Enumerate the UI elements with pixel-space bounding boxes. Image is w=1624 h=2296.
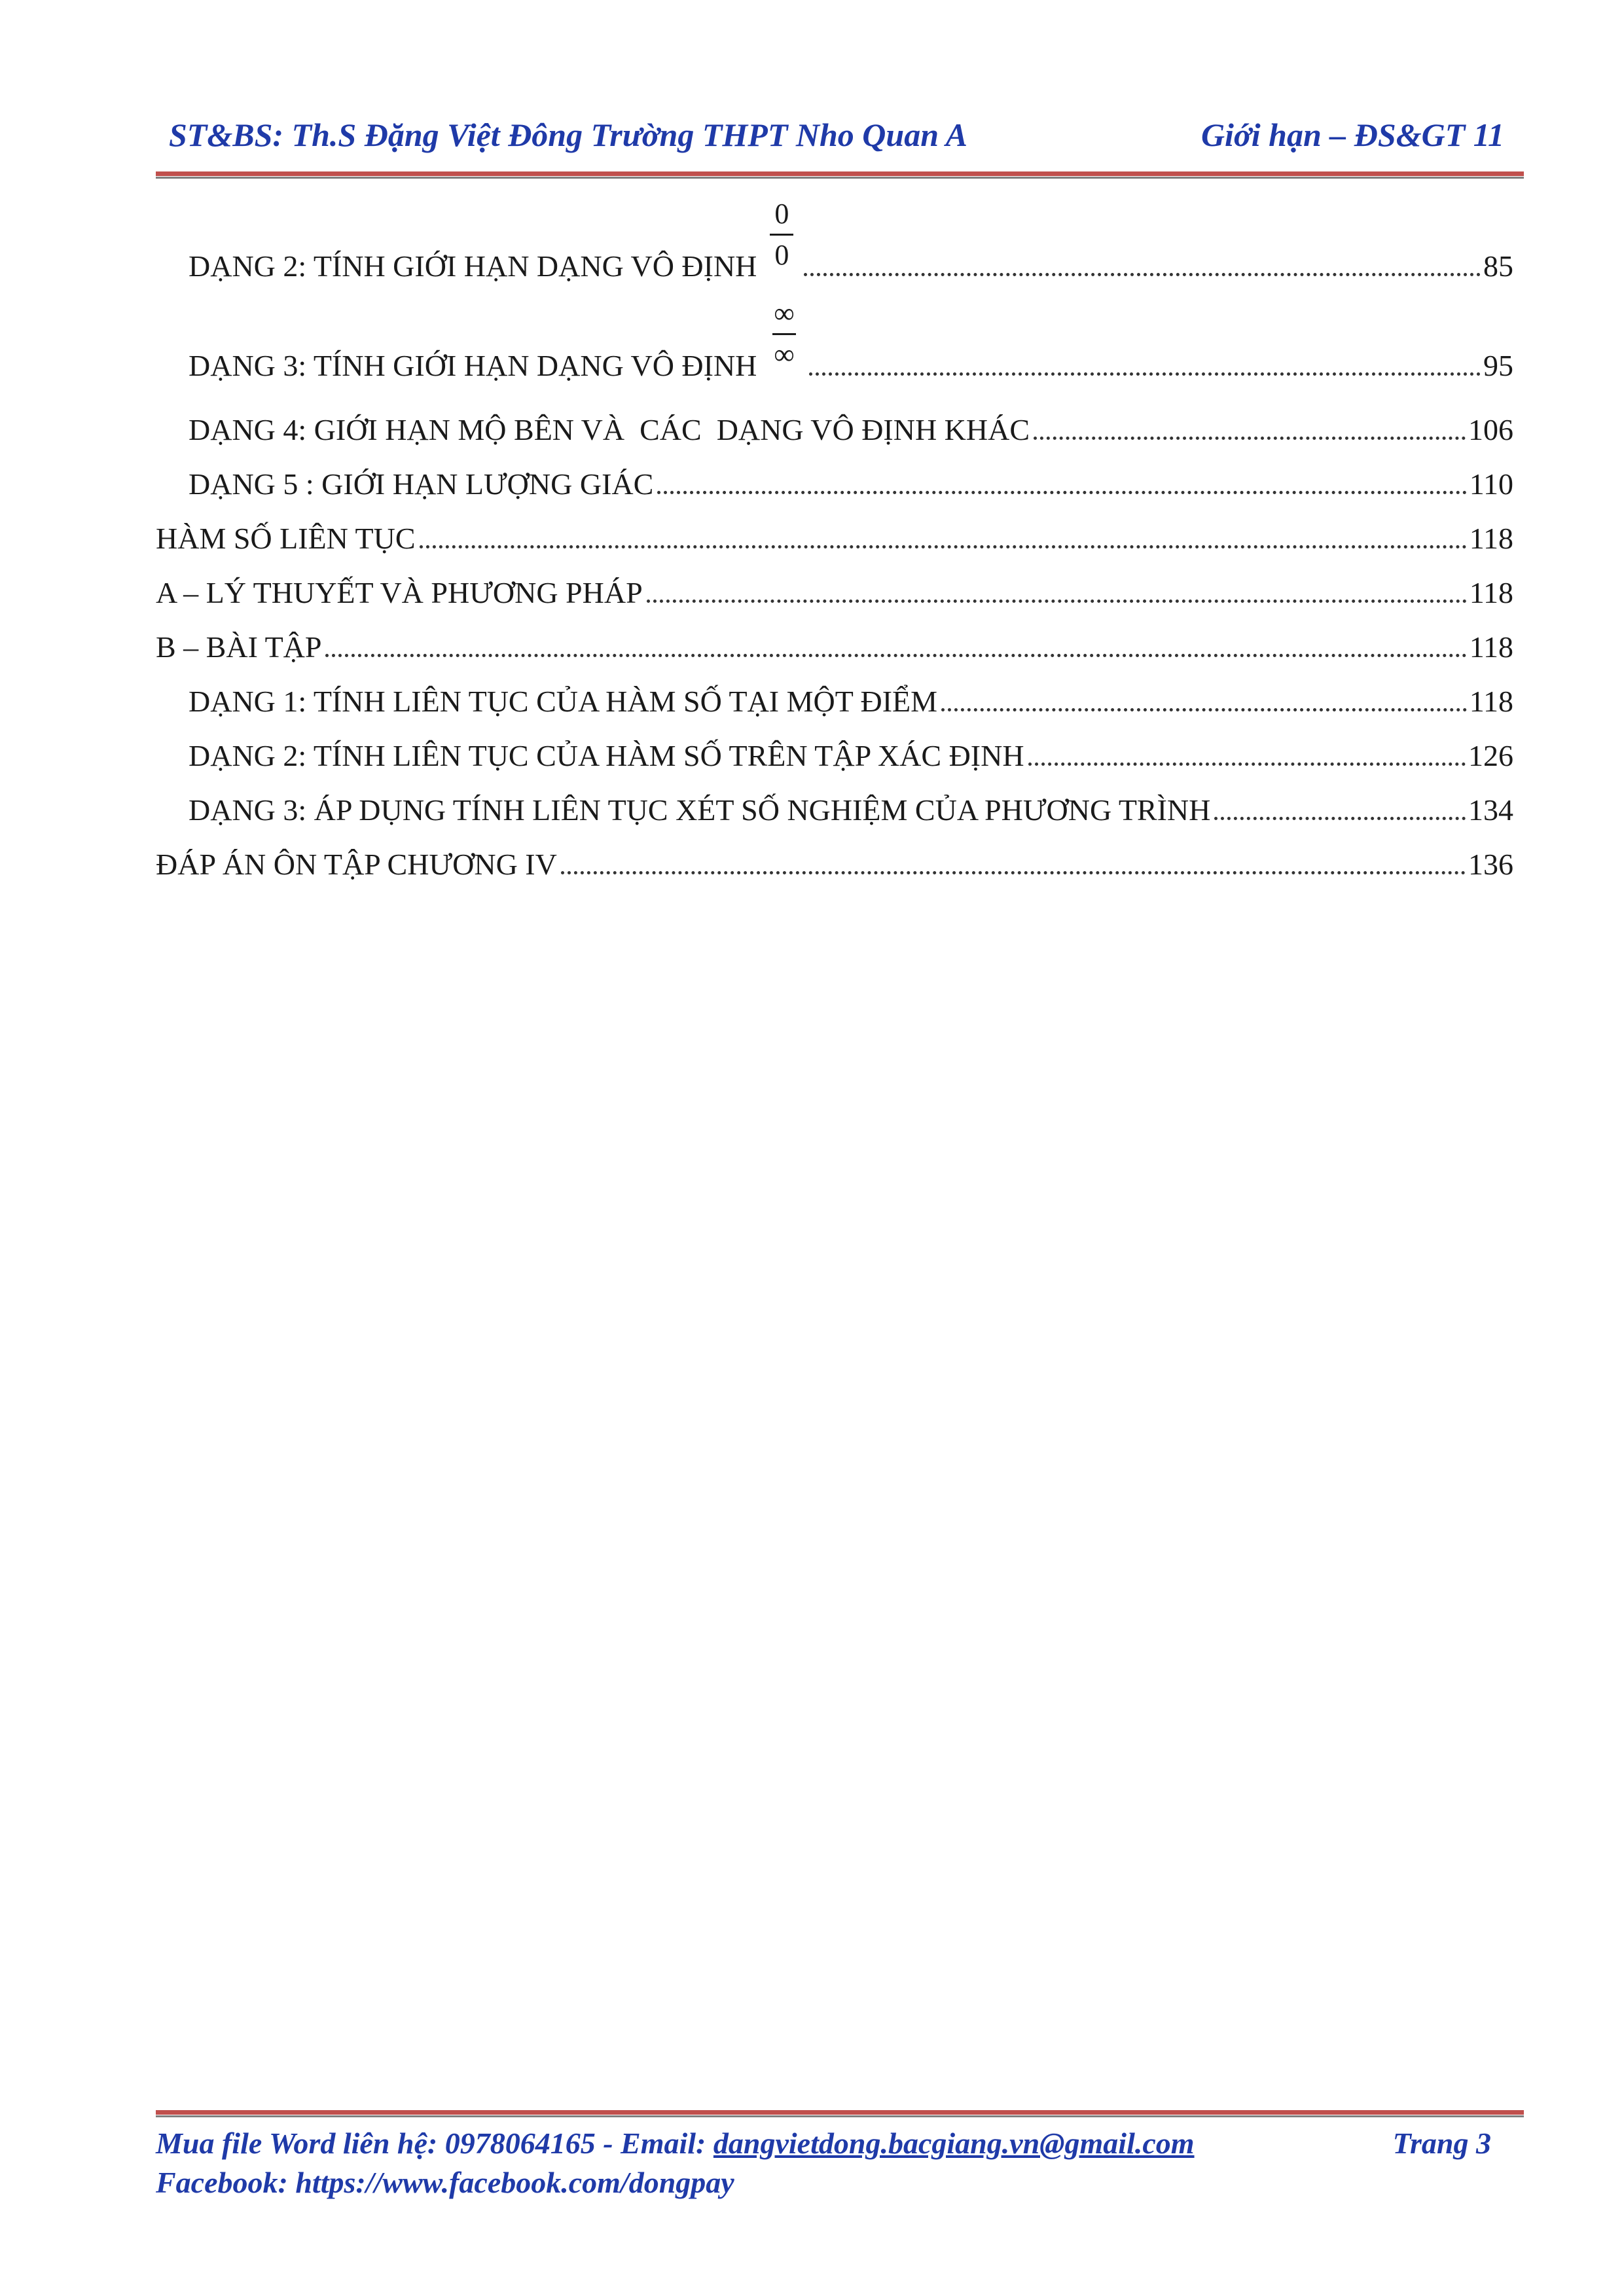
toc-entry-dang2-limit[interactable] <box>156 198 1513 283</box>
fraction-bar <box>770 234 793 236</box>
toc-page-number: 106 <box>1468 413 1513 446</box>
dot-leader <box>1028 762 1466 766</box>
dot-leader <box>561 871 1466 874</box>
toc-page-number: 134 <box>1468 793 1513 827</box>
header-divider <box>156 171 1524 176</box>
dot-leader <box>647 600 1467 603</box>
toc-entry-bai-tap[interactable] <box>156 617 1513 662</box>
toc-entry-ham-so-lien-tuc[interactable] <box>156 508 1513 554</box>
toc-entry-title: A – LÝ THUYẾT VÀ PHƯƠNG PHÁP <box>156 576 643 609</box>
toc-page-number: 110 <box>1469 467 1513 501</box>
header-divider-shadow <box>156 177 1524 179</box>
toc-page-number: 118 <box>1469 685 1513 718</box>
toc-entry-continuity-dang3[interactable] <box>156 780 1513 825</box>
fraction-denominator: ∞ <box>774 338 795 370</box>
toc-entry-title: DẠNG 3: ÁP DỤNG TÍNH LIÊN TỤC XÉT SỐ NGHIỆM CỦA PHƯƠNG TRÌNH <box>189 793 1211 827</box>
fraction-zero-over-zero <box>770 200 793 270</box>
toc-page-number: 136 <box>1468 848 1513 881</box>
toc-entry-ly-thuyet[interactable] <box>156 562 1513 608</box>
fraction-bar <box>772 333 796 335</box>
footer-divider <box>156 2110 1524 2115</box>
toc-page-number: 95 <box>1483 349 1513 382</box>
toc-entry-continuity-dang1[interactable] <box>156 671 1513 717</box>
toc-entry-title: DẠNG 2: TÍNH LIÊN TỤC CỦA HÀM SỐ TRÊN TẬP XÁC ĐỊNH <box>189 739 1024 772</box>
toc-entry-dang4[interactable] <box>156 399 1513 445</box>
toc-entry-continuity-dang2[interactable] <box>156 725 1513 771</box>
fraction-numerator: ∞ <box>774 297 795 329</box>
toc-entry-dang3-limit[interactable] <box>156 297 1513 382</box>
header-subject: Giới hạn – ĐS&GT 11 <box>1200 117 1504 153</box>
toc-page-number: 85 <box>1483 249 1513 283</box>
toc-entry-title: DẠNG 5 : GIỚI HẠN LƯỢNG GIÁC <box>189 467 654 501</box>
page-header <box>169 109 1504 161</box>
toc-entry-title: HÀM SỐ LIÊN TỤC <box>156 522 416 555</box>
toc-entry-dang5[interactable] <box>156 454 1513 499</box>
toc-entry-title: DẠNG 3: TÍNH GIỚI HẠN DẠNG VÔ ĐỊNH <box>189 349 757 382</box>
dot-leader <box>1214 817 1466 820</box>
dot-leader <box>420 545 1467 548</box>
fraction-numerator: 0 <box>774 198 789 230</box>
header-author: ST&BS: Th.S Đặng Việt Đông Trường THPT Nho Quan A <box>169 117 967 153</box>
toc-page-number: 126 <box>1468 739 1513 772</box>
page-number-label: Trang 3 <box>1392 2126 1491 2160</box>
toc-entry-title: DẠNG 4: GIỚI HẠN MỘ BÊN VÀ CÁC DẠNG VÔ ĐỊNH KHÁC <box>189 413 1030 446</box>
dot-leader <box>325 654 1466 657</box>
dot-leader <box>657 491 1466 494</box>
toc-entry-dap-an[interactable] <box>156 834 1513 880</box>
toc-page-number: 118 <box>1469 630 1513 664</box>
facebook-link[interactable]: Facebook: https://www.facebook.com/dongpay <box>156 2166 734 2199</box>
dot-leader <box>809 372 1481 376</box>
footer-contact-text: Mua file Word liên hệ: 0978064165 - Email: <box>156 2126 713 2160</box>
fraction-infinity-over-infinity <box>770 299 798 369</box>
toc-page-number: 118 <box>1469 576 1513 609</box>
toc-entry-title: ĐÁP ÁN ÔN TẬP CHƯƠNG IV <box>156 848 557 881</box>
fraction-denominator: 0 <box>774 239 789 271</box>
email-link[interactable]: dangvietdong.bacgiang.vn@gmail.com <box>713 2126 1195 2160</box>
footer-contact <box>156 2124 1195 2163</box>
toc-entry-title: B – BÀI TẬP <box>156 630 322 664</box>
footer-divider-shadow <box>156 2115 1524 2117</box>
dot-leader <box>941 708 1467 711</box>
dot-leader <box>1034 437 1466 440</box>
toc-page-number: 118 <box>1469 522 1513 555</box>
toc-entry-title: DẠNG 1: TÍNH LIÊN TỤC CỦA HÀM SỐ TẠI MỘT ĐIỂM <box>189 685 938 718</box>
dot-leader <box>804 273 1481 276</box>
page-footer <box>156 2124 1491 2202</box>
toc-entry-title: DẠNG 2: TÍNH GIỚI HẠN DẠNG VÔ ĐỊNH <box>189 249 757 283</box>
